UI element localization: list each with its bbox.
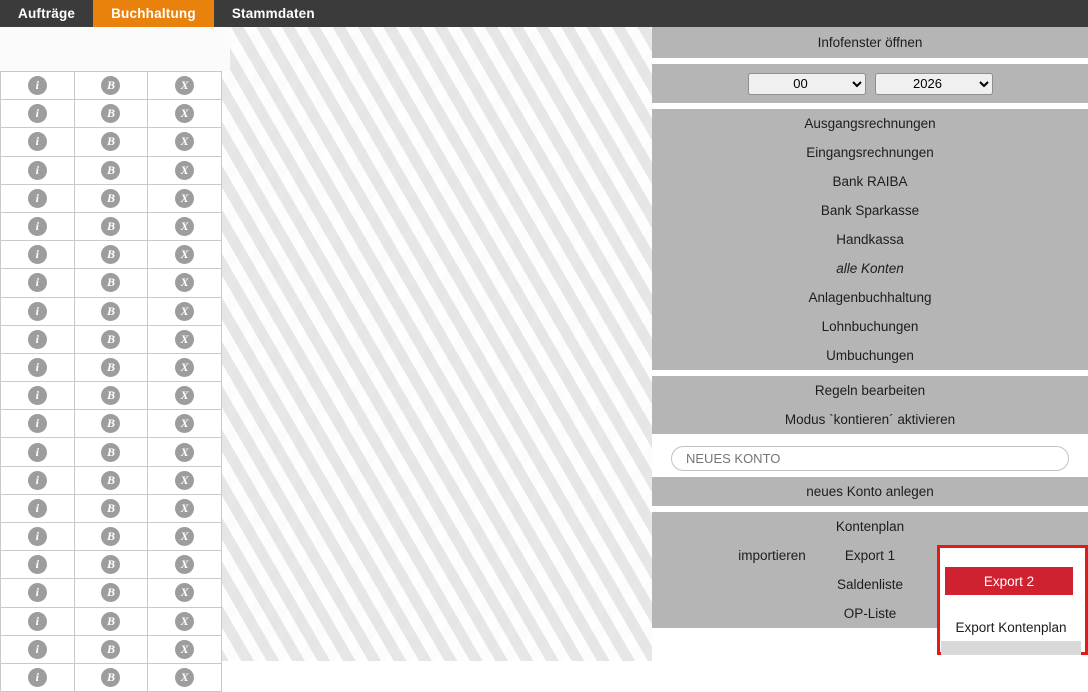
booking-icon[interactable]: B xyxy=(101,104,120,123)
cell-delete[interactable] xyxy=(148,156,222,184)
cell-delete[interactable] xyxy=(148,128,222,156)
cell-delete[interactable] xyxy=(148,438,222,466)
cell-booking[interactable] xyxy=(74,382,148,410)
info-icon[interactable]: i xyxy=(28,414,47,433)
account-alle-konten[interactable]: alle Konten xyxy=(836,261,904,276)
cell-info[interactable] xyxy=(1,523,75,551)
booking-icon[interactable]: B xyxy=(101,414,120,433)
booking-icon[interactable]: B xyxy=(101,302,120,321)
cell-info[interactable] xyxy=(1,100,75,128)
booking-icon[interactable]: B xyxy=(101,499,120,518)
booking-icon[interactable]: B xyxy=(101,527,120,546)
info-icon[interactable]: i xyxy=(28,527,47,546)
op-liste-button[interactable]: OP-Liste xyxy=(843,606,897,621)
table-row xyxy=(1,494,222,522)
cell-delete[interactable] xyxy=(148,353,222,381)
info-icon[interactable]: i xyxy=(28,245,47,264)
info-icon[interactable]: i xyxy=(28,499,47,518)
cell-info[interactable] xyxy=(1,382,75,410)
booking-icon-grid xyxy=(0,71,222,692)
info-icon[interactable]: i xyxy=(28,132,47,151)
delete-icon[interactable]: X xyxy=(175,132,194,151)
cell-info[interactable] xyxy=(1,438,75,466)
cell-info[interactable] xyxy=(1,241,75,269)
edit-rules-button[interactable]: Regeln bearbeiten xyxy=(814,383,926,398)
table-row xyxy=(1,241,222,269)
delete-icon[interactable]: X xyxy=(175,302,194,321)
table-row xyxy=(1,325,222,353)
booking-icon[interactable]: B xyxy=(101,668,120,687)
activate-kontieren-mode-button[interactable]: Modus `kontieren´ aktivieren xyxy=(784,412,956,427)
booking-icon[interactable]: B xyxy=(101,358,120,377)
table-row xyxy=(1,212,222,240)
info-icon[interactable]: i xyxy=(28,583,47,602)
booking-icon-grid-body xyxy=(1,72,222,692)
info-window-group xyxy=(652,27,1088,58)
cell-info[interactable] xyxy=(1,297,75,325)
export2-button[interactable]: Export 2 xyxy=(945,567,1073,595)
account-lohnbuchungen[interactable]: Lohnbuchungen xyxy=(821,319,919,334)
kontenplan-button[interactable]: Kontenplan xyxy=(835,519,905,534)
cell-booking[interactable] xyxy=(74,325,148,353)
info-icon[interactable]: i xyxy=(28,640,47,659)
delete-icon[interactable]: X xyxy=(175,161,194,180)
account-eingangsrechnungen[interactable]: Eingangsrechnungen xyxy=(806,145,934,160)
booking-icon[interactable]: B xyxy=(101,640,120,659)
cell-info[interactable] xyxy=(1,156,75,184)
delete-icon[interactable]: X xyxy=(175,640,194,659)
booking-icon[interactable]: B xyxy=(101,555,120,574)
export1-button[interactable]: Export 1 xyxy=(844,548,896,563)
create-account-button[interactable]: neues Konto anlegen xyxy=(806,484,934,499)
cell-delete[interactable] xyxy=(148,551,222,579)
info-icon[interactable]: i xyxy=(28,358,47,377)
delete-icon[interactable]: X xyxy=(175,583,194,602)
delete-icon[interactable]: X xyxy=(175,245,194,264)
cell-info[interactable] xyxy=(1,128,75,156)
table-row xyxy=(1,466,222,494)
delete-icon[interactable]: X xyxy=(175,668,194,687)
cell-booking[interactable] xyxy=(74,635,148,663)
cell-info[interactable] xyxy=(1,635,75,663)
delete-icon[interactable]: X xyxy=(175,358,194,377)
menu-item-stammdaten[interactable]: Stammdaten xyxy=(231,6,315,21)
create-account-group xyxy=(652,477,1088,506)
table-row xyxy=(1,128,222,156)
table-row xyxy=(1,523,222,551)
info-icon[interactable]: i xyxy=(28,273,47,292)
cell-booking[interactable] xyxy=(74,466,148,494)
booking-icon[interactable]: B xyxy=(101,132,120,151)
info-icon[interactable]: i xyxy=(28,612,47,631)
cell-delete[interactable] xyxy=(148,663,222,691)
accounts-group xyxy=(652,109,1088,370)
cell-info[interactable] xyxy=(1,494,75,522)
cell-booking[interactable] xyxy=(74,494,148,522)
cell-info[interactable] xyxy=(1,72,75,100)
info-icon[interactable]: i xyxy=(28,555,47,574)
month-select[interactable] xyxy=(748,73,866,95)
delete-icon[interactable]: X xyxy=(175,499,194,518)
open-info-window-button[interactable]: Infofenster öffnen xyxy=(817,35,923,50)
saldenliste-button[interactable]: Saldenliste xyxy=(836,577,904,592)
cell-delete[interactable] xyxy=(148,100,222,128)
cell-delete[interactable] xyxy=(148,297,222,325)
cell-info[interactable] xyxy=(1,551,75,579)
delete-icon[interactable]: X xyxy=(175,330,194,349)
table-row xyxy=(1,353,222,381)
period-selector-group xyxy=(652,64,1088,103)
delete-icon[interactable]: X xyxy=(175,386,194,405)
delete-icon[interactable]: X xyxy=(175,471,194,490)
cell-delete[interactable] xyxy=(148,466,222,494)
info-icon[interactable]: i xyxy=(28,217,47,236)
cell-info[interactable] xyxy=(1,607,75,635)
cell-delete[interactable] xyxy=(148,184,222,212)
cell-booking[interactable] xyxy=(74,579,148,607)
export-kontenplan-button[interactable]: Export Kontenplan xyxy=(941,615,1081,641)
year-select[interactable] xyxy=(875,73,993,95)
cell-booking[interactable] xyxy=(74,241,148,269)
cell-booking[interactable] xyxy=(74,353,148,381)
booking-icon[interactable]: B xyxy=(101,443,120,462)
booking-icon[interactable]: B xyxy=(101,612,120,631)
period-selector-row xyxy=(652,64,1088,103)
cell-booking[interactable] xyxy=(74,269,148,297)
menu-item-auftraege[interactable]: Aufträge xyxy=(18,6,76,21)
table-row xyxy=(1,297,222,325)
cell-delete[interactable] xyxy=(148,72,222,100)
table-row xyxy=(1,382,222,410)
table-row xyxy=(1,438,222,466)
delete-icon[interactable]: X xyxy=(175,76,194,95)
cell-info[interactable] xyxy=(1,466,75,494)
account-bank-raiba[interactable]: Bank RAIBA xyxy=(832,174,908,189)
cell-booking[interactable] xyxy=(74,438,148,466)
cell-booking[interactable] xyxy=(74,523,148,551)
account-anlagenbuchhaltung[interactable]: Anlagenbuchhaltung xyxy=(808,290,932,305)
table-row xyxy=(1,100,222,128)
cell-info[interactable] xyxy=(1,212,75,240)
cell-info[interactable] xyxy=(1,663,75,691)
table-row xyxy=(1,269,222,297)
left-content-pane xyxy=(0,27,652,685)
account-handkassa[interactable]: Handkassa xyxy=(836,232,904,247)
rules-group xyxy=(652,376,1088,434)
info-icon[interactable]: i xyxy=(28,386,47,405)
delete-icon[interactable]: X xyxy=(175,443,194,462)
account-ausgangsrechnungen[interactable]: Ausgangsrechnungen xyxy=(804,116,936,131)
cell-delete[interactable] xyxy=(148,382,222,410)
cell-info[interactable] xyxy=(1,579,75,607)
cell-booking[interactable] xyxy=(74,212,148,240)
info-icon[interactable]: i xyxy=(28,668,47,687)
info-icon[interactable]: i xyxy=(28,104,47,123)
cell-booking[interactable] xyxy=(74,156,148,184)
cell-booking[interactable] xyxy=(74,297,148,325)
booking-icon[interactable]: B xyxy=(101,386,120,405)
table-row xyxy=(1,72,222,100)
delete-icon[interactable]: X xyxy=(175,555,194,574)
delete-icon[interactable]: X xyxy=(175,612,194,631)
cell-delete[interactable] xyxy=(148,241,222,269)
info-icon[interactable]: i xyxy=(28,76,47,95)
cell-info[interactable] xyxy=(1,353,75,381)
info-icon[interactable]: i xyxy=(28,189,47,208)
cell-info[interactable] xyxy=(1,269,75,297)
cell-delete[interactable] xyxy=(148,325,222,353)
main-menu-bar xyxy=(0,0,1088,27)
cell-booking[interactable] xyxy=(74,100,148,128)
table-row xyxy=(1,551,222,579)
left-pane-header-strip xyxy=(0,27,230,71)
table-row xyxy=(1,607,222,635)
cell-booking[interactable] xyxy=(74,410,148,438)
cell-booking[interactable] xyxy=(74,128,148,156)
info-icon[interactable]: i xyxy=(28,161,47,180)
booking-icon[interactable]: B xyxy=(101,471,120,490)
delete-icon[interactable]: X xyxy=(175,414,194,433)
table-row xyxy=(1,663,222,691)
booking-icon[interactable]: B xyxy=(101,189,120,208)
cell-delete[interactable] xyxy=(148,523,222,551)
table-row xyxy=(1,635,222,663)
cell-booking[interactable] xyxy=(74,184,148,212)
delete-icon[interactable]: X xyxy=(175,527,194,546)
table-row xyxy=(1,184,222,212)
delete-icon[interactable]: X xyxy=(175,104,194,123)
info-icon[interactable]: i xyxy=(28,302,47,321)
booking-icon[interactable]: B xyxy=(101,217,120,236)
delete-icon[interactable]: X xyxy=(175,273,194,292)
info-icon[interactable]: i xyxy=(28,471,47,490)
booking-icon[interactable]: B xyxy=(101,583,120,602)
account-bank-sparkasse[interactable]: Bank Sparkasse xyxy=(820,203,920,218)
menu-item-buchhaltung[interactable]: Buchhaltung xyxy=(93,0,214,27)
export-kontenplan-footer-strip xyxy=(941,641,1081,655)
info-icon[interactable]: i xyxy=(28,443,47,462)
cell-delete[interactable] xyxy=(148,269,222,297)
booking-icon[interactable]: B xyxy=(101,161,120,180)
table-row xyxy=(1,156,222,184)
cell-booking[interactable] xyxy=(74,663,148,691)
cell-info[interactable] xyxy=(1,184,75,212)
new-account-input[interactable] xyxy=(671,446,1069,471)
account-umbuchungen[interactable]: Umbuchungen xyxy=(826,348,914,363)
cell-delete[interactable] xyxy=(148,212,222,240)
delete-icon[interactable]: X xyxy=(175,217,194,236)
delete-icon[interactable]: X xyxy=(175,189,194,208)
booking-icon[interactable]: B xyxy=(101,245,120,264)
table-row xyxy=(1,410,222,438)
new-account-input-wrapper xyxy=(652,440,1088,477)
cell-booking[interactable] xyxy=(74,551,148,579)
cell-delete[interactable] xyxy=(148,607,222,635)
info-icon[interactable]: i xyxy=(28,330,47,349)
cell-delete[interactable] xyxy=(148,635,222,663)
cell-delete[interactable] xyxy=(148,494,222,522)
cell-booking[interactable] xyxy=(74,607,148,635)
cell-info[interactable] xyxy=(1,410,75,438)
cell-booking[interactable] xyxy=(74,72,148,100)
booking-icon[interactable]: B xyxy=(101,273,120,292)
cell-delete[interactable] xyxy=(148,579,222,607)
booking-icon[interactable]: B xyxy=(101,330,120,349)
cell-info[interactable] xyxy=(1,325,75,353)
cell-delete[interactable] xyxy=(148,410,222,438)
booking-icon[interactable]: B xyxy=(101,76,120,95)
importieren-button[interactable]: importieren xyxy=(738,548,806,563)
table-row xyxy=(1,579,222,607)
